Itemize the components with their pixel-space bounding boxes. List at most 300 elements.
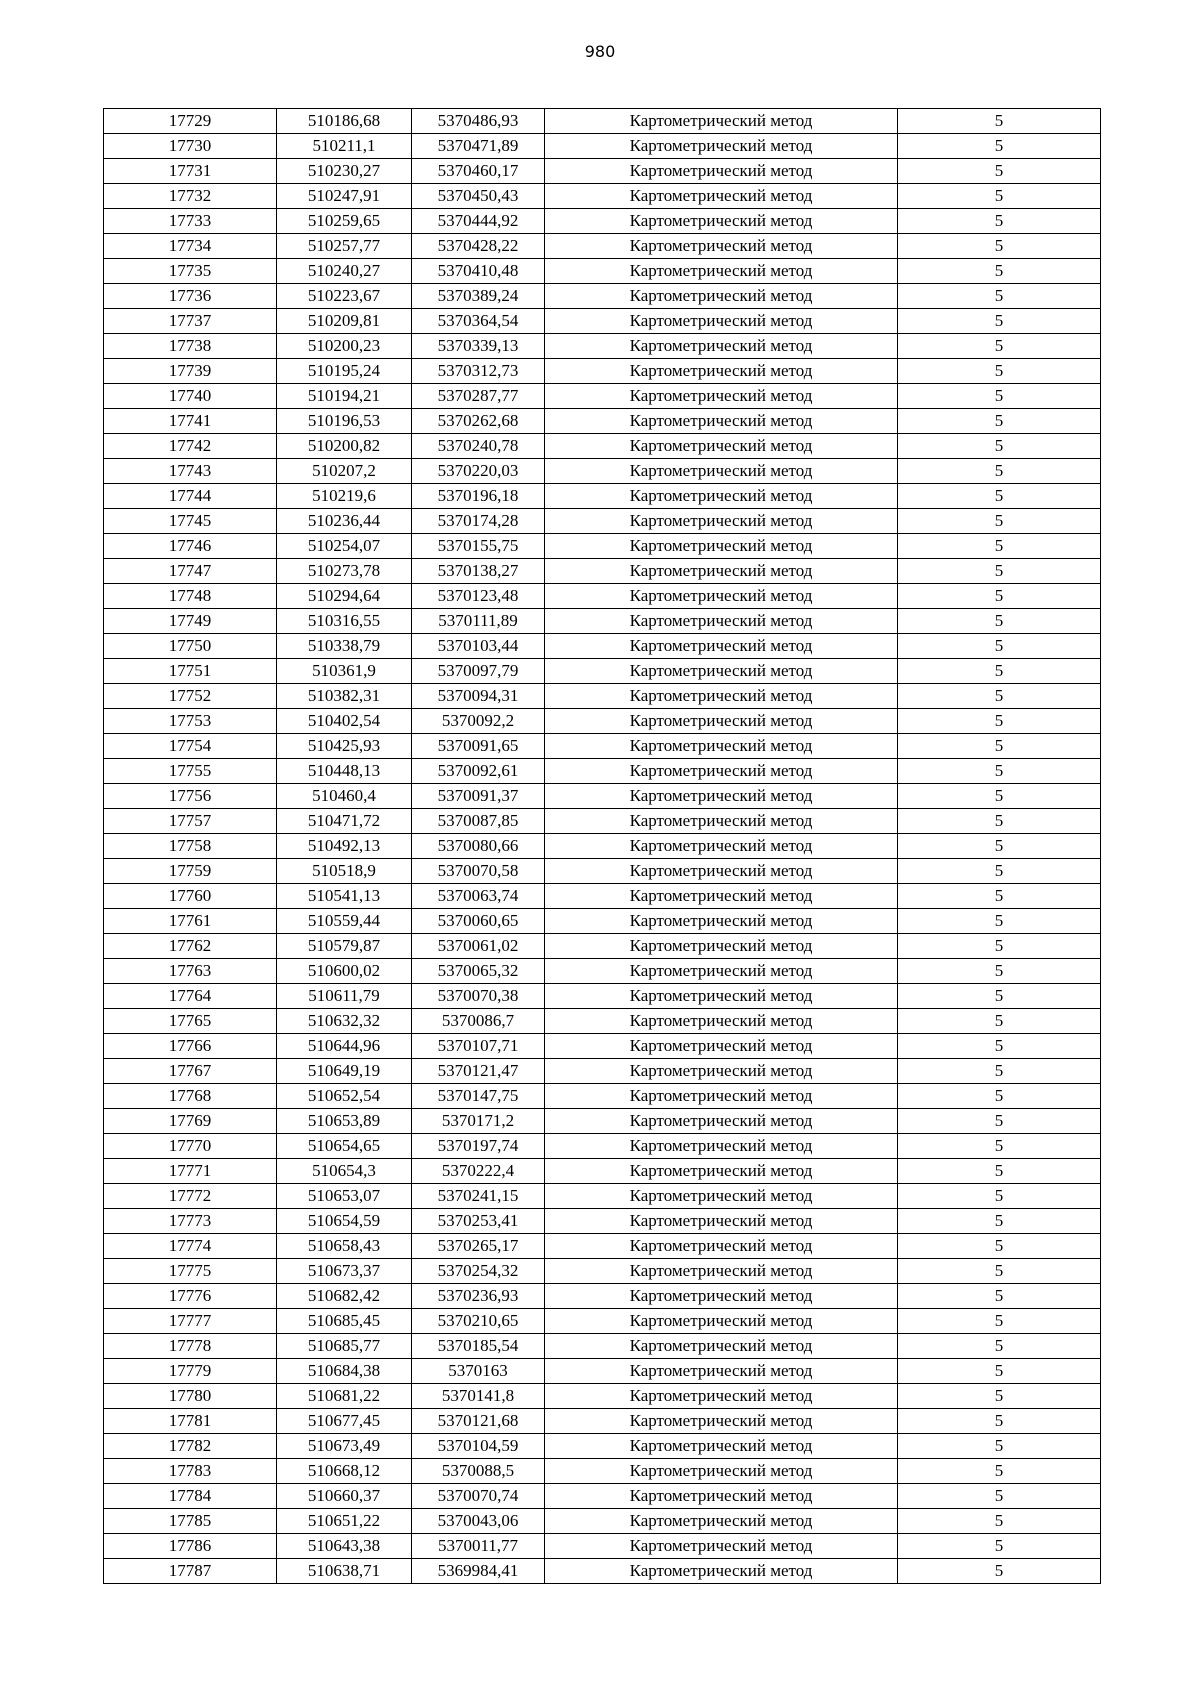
- point-number-cell: 17739: [104, 359, 277, 384]
- accuracy-cell: 5: [898, 584, 1101, 609]
- x-coordinate-cell: 510632,32: [277, 1009, 412, 1034]
- point-number-cell: 17754: [104, 734, 277, 759]
- y-coordinate-cell: 5370410,48: [412, 259, 545, 284]
- accuracy-cell: 5: [898, 884, 1101, 909]
- table-row: [104, 1409, 1101, 1434]
- accuracy-cell: 5: [898, 309, 1101, 334]
- y-coordinate-cell: 5370092,2: [412, 709, 545, 734]
- coordinates-table-body: [104, 109, 1101, 1584]
- x-coordinate-cell: 510186,68: [277, 109, 412, 134]
- x-coordinate-cell: 510654,59: [277, 1209, 412, 1234]
- method-cell: Картометрический метод: [545, 1409, 898, 1434]
- method-cell: Картометрический метод: [545, 709, 898, 734]
- x-coordinate-cell: 510402,54: [277, 709, 412, 734]
- point-number-cell: 17730: [104, 134, 277, 159]
- method-cell: Картометрический метод: [545, 1384, 898, 1409]
- coordinates-table: [103, 108, 1101, 1584]
- y-coordinate-cell: 5370011,77: [412, 1534, 545, 1559]
- table-row: [104, 484, 1101, 509]
- accuracy-cell: 5: [898, 484, 1101, 509]
- point-number-cell: 17785: [104, 1509, 277, 1534]
- y-coordinate-cell: 5370265,17: [412, 1234, 545, 1259]
- y-coordinate-cell: 5370240,78: [412, 434, 545, 459]
- table-row: [104, 1184, 1101, 1209]
- x-coordinate-cell: 510518,9: [277, 859, 412, 884]
- accuracy-cell: 5: [898, 634, 1101, 659]
- point-number-cell: 17729: [104, 109, 277, 134]
- table-row: [104, 209, 1101, 234]
- method-cell: Картометрический метод: [545, 1084, 898, 1109]
- method-cell: Картометрический метод: [545, 134, 898, 159]
- accuracy-cell: 5: [898, 834, 1101, 859]
- method-cell: Картометрический метод: [545, 434, 898, 459]
- x-coordinate-cell: 510579,87: [277, 934, 412, 959]
- x-coordinate-cell: 510638,71: [277, 1559, 412, 1584]
- table-row: [104, 1284, 1101, 1309]
- point-number-cell: 17774: [104, 1234, 277, 1259]
- table-row: [104, 284, 1101, 309]
- y-coordinate-cell: 5370061,02: [412, 934, 545, 959]
- table-row: [104, 984, 1101, 1009]
- x-coordinate-cell: 510230,27: [277, 159, 412, 184]
- accuracy-cell: 5: [898, 1159, 1101, 1184]
- y-coordinate-cell: 5370094,31: [412, 684, 545, 709]
- method-cell: Картометрический метод: [545, 1459, 898, 1484]
- x-coordinate-cell: 510559,44: [277, 909, 412, 934]
- x-coordinate-cell: 510611,79: [277, 984, 412, 1009]
- table-row: [104, 1109, 1101, 1134]
- x-coordinate-cell: 510254,07: [277, 534, 412, 559]
- method-cell: Картометрический метод: [545, 109, 898, 134]
- accuracy-cell: 5: [898, 1434, 1101, 1459]
- point-number-cell: 17777: [104, 1309, 277, 1334]
- x-coordinate-cell: 510361,9: [277, 659, 412, 684]
- accuracy-cell: 5: [898, 984, 1101, 1009]
- y-coordinate-cell: 5370163: [412, 1359, 545, 1384]
- method-cell: Картометрический метод: [545, 1109, 898, 1134]
- accuracy-cell: 5: [898, 1034, 1101, 1059]
- y-coordinate-cell: 5370104,59: [412, 1434, 545, 1459]
- table-row: [104, 1334, 1101, 1359]
- table-row: [104, 1359, 1101, 1384]
- accuracy-cell: 5: [898, 459, 1101, 484]
- x-coordinate-cell: 510643,38: [277, 1534, 412, 1559]
- point-number-cell: 17783: [104, 1459, 277, 1484]
- accuracy-cell: 5: [898, 159, 1101, 184]
- point-number-cell: 17736: [104, 284, 277, 309]
- method-cell: Картометрический метод: [545, 684, 898, 709]
- point-number-cell: 17742: [104, 434, 277, 459]
- accuracy-cell: 5: [898, 1559, 1101, 1584]
- method-cell: Картометрический метод: [545, 334, 898, 359]
- method-cell: Картометрический метод: [545, 959, 898, 984]
- y-coordinate-cell: 5370063,74: [412, 884, 545, 909]
- accuracy-cell: 5: [898, 234, 1101, 259]
- accuracy-cell: 5: [898, 1184, 1101, 1209]
- accuracy-cell: 5: [898, 209, 1101, 234]
- table-row: [104, 309, 1101, 334]
- accuracy-cell: 5: [898, 709, 1101, 734]
- point-number-cell: 17778: [104, 1334, 277, 1359]
- x-coordinate-cell: 510194,21: [277, 384, 412, 409]
- table-row: [104, 1084, 1101, 1109]
- y-coordinate-cell: 5370060,65: [412, 909, 545, 934]
- y-coordinate-cell: 5370123,48: [412, 584, 545, 609]
- y-coordinate-cell: 5370103,44: [412, 634, 545, 659]
- x-coordinate-cell: 510196,53: [277, 409, 412, 434]
- table-row: [104, 534, 1101, 559]
- page-number: 980: [584, 42, 616, 61]
- point-number-cell: 17761: [104, 909, 277, 934]
- x-coordinate-cell: 510316,55: [277, 609, 412, 634]
- y-coordinate-cell: 5370450,43: [412, 184, 545, 209]
- point-number-cell: 17741: [104, 409, 277, 434]
- point-number-cell: 17771: [104, 1159, 277, 1184]
- accuracy-cell: 5: [898, 384, 1101, 409]
- accuracy-cell: 5: [898, 609, 1101, 634]
- table-row: [104, 1384, 1101, 1409]
- x-coordinate-cell: 510257,77: [277, 234, 412, 259]
- method-cell: Картометрический метод: [545, 909, 898, 934]
- point-number-cell: 17733: [104, 209, 277, 234]
- x-coordinate-cell: 510209,81: [277, 309, 412, 334]
- table-row: [104, 659, 1101, 684]
- method-cell: Картометрический метод: [545, 309, 898, 334]
- method-cell: Картометрический метод: [545, 834, 898, 859]
- method-cell: Картометрический метод: [545, 209, 898, 234]
- table-row: [104, 809, 1101, 834]
- accuracy-cell: 5: [898, 934, 1101, 959]
- accuracy-cell: 5: [898, 134, 1101, 159]
- table-row: [104, 559, 1101, 584]
- table-row: [104, 1034, 1101, 1059]
- y-coordinate-cell: 5370196,18: [412, 484, 545, 509]
- method-cell: Картометрический метод: [545, 1059, 898, 1084]
- table-row: [104, 709, 1101, 734]
- method-cell: Картометрический метод: [545, 659, 898, 684]
- x-coordinate-cell: 510673,37: [277, 1259, 412, 1284]
- accuracy-cell: 5: [898, 109, 1101, 134]
- x-coordinate-cell: 510682,42: [277, 1284, 412, 1309]
- method-cell: Картометрический метод: [545, 559, 898, 584]
- table-row: [104, 884, 1101, 909]
- x-coordinate-cell: 510259,65: [277, 209, 412, 234]
- table-row: [104, 1009, 1101, 1034]
- y-coordinate-cell: 5370097,79: [412, 659, 545, 684]
- accuracy-cell: 5: [898, 1484, 1101, 1509]
- point-number-cell: 17775: [104, 1259, 277, 1284]
- y-coordinate-cell: 5370389,24: [412, 284, 545, 309]
- point-number-cell: 17749: [104, 609, 277, 634]
- point-number-cell: 17746: [104, 534, 277, 559]
- x-coordinate-cell: 510448,13: [277, 759, 412, 784]
- method-cell: Картометрический метод: [545, 1309, 898, 1334]
- method-cell: Картометрический метод: [545, 234, 898, 259]
- method-cell: Картометрический метод: [545, 159, 898, 184]
- x-coordinate-cell: 510644,96: [277, 1034, 412, 1059]
- table-row: [104, 134, 1101, 159]
- point-number-cell: 17756: [104, 784, 277, 809]
- y-coordinate-cell: 5370262,68: [412, 409, 545, 434]
- y-coordinate-cell: 5370241,15: [412, 1184, 545, 1209]
- point-number-cell: 17752: [104, 684, 277, 709]
- y-coordinate-cell: 5370287,77: [412, 384, 545, 409]
- y-coordinate-cell: 5370086,7: [412, 1009, 545, 1034]
- accuracy-cell: 5: [898, 434, 1101, 459]
- accuracy-cell: 5: [898, 1209, 1101, 1234]
- point-number-cell: 17757: [104, 809, 277, 834]
- accuracy-cell: 5: [898, 1234, 1101, 1259]
- table-row: [104, 609, 1101, 634]
- table-row: [104, 234, 1101, 259]
- y-coordinate-cell: 5370121,68: [412, 1409, 545, 1434]
- method-cell: Картометрический метод: [545, 609, 898, 634]
- y-coordinate-cell: 5370141,8: [412, 1384, 545, 1409]
- y-coordinate-cell: 5370087,85: [412, 809, 545, 834]
- y-coordinate-cell: 5370080,66: [412, 834, 545, 859]
- method-cell: Картометрический метод: [545, 1009, 898, 1034]
- point-number-cell: 17731: [104, 159, 277, 184]
- table-row: [104, 1134, 1101, 1159]
- y-coordinate-cell: 5370197,74: [412, 1134, 545, 1159]
- table-row: [104, 759, 1101, 784]
- x-coordinate-cell: 510600,02: [277, 959, 412, 984]
- accuracy-cell: 5: [898, 734, 1101, 759]
- point-number-cell: 17762: [104, 934, 277, 959]
- method-cell: Картометрический метод: [545, 359, 898, 384]
- accuracy-cell: 5: [898, 1534, 1101, 1559]
- y-coordinate-cell: 5370091,65: [412, 734, 545, 759]
- point-number-cell: 17760: [104, 884, 277, 909]
- point-number-cell: 17751: [104, 659, 277, 684]
- accuracy-cell: 5: [898, 784, 1101, 809]
- point-number-cell: 17780: [104, 1384, 277, 1409]
- x-coordinate-cell: 510668,12: [277, 1459, 412, 1484]
- accuracy-cell: 5: [898, 1409, 1101, 1434]
- method-cell: Картометрический метод: [545, 1184, 898, 1209]
- y-coordinate-cell: 5370065,32: [412, 959, 545, 984]
- y-coordinate-cell: 5370236,93: [412, 1284, 545, 1309]
- accuracy-cell: 5: [898, 1059, 1101, 1084]
- accuracy-cell: 5: [898, 1359, 1101, 1384]
- x-coordinate-cell: 510236,44: [277, 509, 412, 534]
- method-cell: Картометрический метод: [545, 259, 898, 284]
- point-number-cell: 17787: [104, 1559, 277, 1584]
- table-row: [104, 1309, 1101, 1334]
- accuracy-cell: 5: [898, 1509, 1101, 1534]
- x-coordinate-cell: 510658,43: [277, 1234, 412, 1259]
- accuracy-cell: 5: [898, 184, 1101, 209]
- y-coordinate-cell: 5370092,61: [412, 759, 545, 784]
- table-row: [104, 1259, 1101, 1284]
- point-number-cell: 17770: [104, 1134, 277, 1159]
- table-row: [104, 859, 1101, 884]
- method-cell: Картометрический метод: [545, 1034, 898, 1059]
- method-cell: Картометрический метод: [545, 934, 898, 959]
- method-cell: Картометрический метод: [545, 984, 898, 1009]
- point-number-cell: 17772: [104, 1184, 277, 1209]
- x-coordinate-cell: 510425,93: [277, 734, 412, 759]
- method-cell: Картометрический метод: [545, 1259, 898, 1284]
- x-coordinate-cell: 510294,64: [277, 584, 412, 609]
- table-row: [104, 159, 1101, 184]
- accuracy-cell: 5: [898, 1084, 1101, 1109]
- x-coordinate-cell: 510471,72: [277, 809, 412, 834]
- x-coordinate-cell: 510654,65: [277, 1134, 412, 1159]
- point-number-cell: 17759: [104, 859, 277, 884]
- accuracy-cell: 5: [898, 909, 1101, 934]
- y-coordinate-cell: 5370364,54: [412, 309, 545, 334]
- accuracy-cell: 5: [898, 259, 1101, 284]
- table-row: [104, 1159, 1101, 1184]
- method-cell: Картометрический метод: [545, 859, 898, 884]
- table-row: [104, 1209, 1101, 1234]
- table-row: [104, 1234, 1101, 1259]
- point-number-cell: 17743: [104, 459, 277, 484]
- point-number-cell: 17779: [104, 1359, 277, 1384]
- x-coordinate-cell: 510685,77: [277, 1334, 412, 1359]
- y-coordinate-cell: 5370460,17: [412, 159, 545, 184]
- method-cell: Картометрический метод: [545, 509, 898, 534]
- table-row: [104, 1484, 1101, 1509]
- x-coordinate-cell: 510492,13: [277, 834, 412, 859]
- method-cell: Картометрический метод: [545, 1484, 898, 1509]
- x-coordinate-cell: 510338,79: [277, 634, 412, 659]
- y-coordinate-cell: 5370254,32: [412, 1259, 545, 1284]
- table-row: [104, 734, 1101, 759]
- x-coordinate-cell: 510211,1: [277, 134, 412, 159]
- accuracy-cell: 5: [898, 659, 1101, 684]
- y-coordinate-cell: 5370138,27: [412, 559, 545, 584]
- point-number-cell: 17766: [104, 1034, 277, 1059]
- point-number-cell: 17763: [104, 959, 277, 984]
- point-number-cell: 17735: [104, 259, 277, 284]
- accuracy-cell: 5: [898, 684, 1101, 709]
- x-coordinate-cell: 510653,07: [277, 1184, 412, 1209]
- y-coordinate-cell: 5370070,74: [412, 1484, 545, 1509]
- x-coordinate-cell: 510195,24: [277, 359, 412, 384]
- table-row: [104, 1534, 1101, 1559]
- method-cell: Картометрический метод: [545, 1359, 898, 1384]
- table-row: [104, 259, 1101, 284]
- y-coordinate-cell: 5370428,22: [412, 234, 545, 259]
- method-cell: Картометрический метод: [545, 1534, 898, 1559]
- accuracy-cell: 5: [898, 809, 1101, 834]
- accuracy-cell: 5: [898, 759, 1101, 784]
- accuracy-cell: 5: [898, 1309, 1101, 1334]
- table-row: [104, 359, 1101, 384]
- accuracy-cell: 5: [898, 1109, 1101, 1134]
- x-coordinate-cell: 510649,19: [277, 1059, 412, 1084]
- method-cell: Картометрический метод: [545, 1209, 898, 1234]
- method-cell: Картометрический метод: [545, 634, 898, 659]
- point-number-cell: 17745: [104, 509, 277, 534]
- point-number-cell: 17784: [104, 1484, 277, 1509]
- accuracy-cell: 5: [898, 534, 1101, 559]
- point-number-cell: 17764: [104, 984, 277, 1009]
- x-coordinate-cell: 510673,49: [277, 1434, 412, 1459]
- method-cell: Картометрический метод: [545, 809, 898, 834]
- accuracy-cell: 5: [898, 959, 1101, 984]
- x-coordinate-cell: 510247,91: [277, 184, 412, 209]
- method-cell: Картометрический метод: [545, 734, 898, 759]
- point-number-cell: 17750: [104, 634, 277, 659]
- x-coordinate-cell: 510460,4: [277, 784, 412, 809]
- y-coordinate-cell: 5369984,41: [412, 1559, 545, 1584]
- point-number-cell: 17748: [104, 584, 277, 609]
- point-number-cell: 17769: [104, 1109, 277, 1134]
- table-row: [104, 1509, 1101, 1534]
- table-row: [104, 584, 1101, 609]
- y-coordinate-cell: 5370155,75: [412, 534, 545, 559]
- y-coordinate-cell: 5370088,5: [412, 1459, 545, 1484]
- y-coordinate-cell: 5370253,41: [412, 1209, 545, 1234]
- method-cell: Картометрический метод: [545, 1284, 898, 1309]
- method-cell: Картометрический метод: [545, 759, 898, 784]
- table-row: [104, 634, 1101, 659]
- accuracy-cell: 5: [898, 559, 1101, 584]
- y-coordinate-cell: 5370444,92: [412, 209, 545, 234]
- accuracy-cell: 5: [898, 1459, 1101, 1484]
- x-coordinate-cell: 510651,22: [277, 1509, 412, 1534]
- x-coordinate-cell: 510382,31: [277, 684, 412, 709]
- point-number-cell: 17755: [104, 759, 277, 784]
- x-coordinate-cell: 510653,89: [277, 1109, 412, 1134]
- method-cell: Картометрический метод: [545, 459, 898, 484]
- table-row: [104, 834, 1101, 859]
- table-row: [104, 409, 1101, 434]
- y-coordinate-cell: 5370111,89: [412, 609, 545, 634]
- accuracy-cell: 5: [898, 409, 1101, 434]
- y-coordinate-cell: 5370174,28: [412, 509, 545, 534]
- x-coordinate-cell: 510240,27: [277, 259, 412, 284]
- accuracy-cell: 5: [898, 359, 1101, 384]
- x-coordinate-cell: 510223,67: [277, 284, 412, 309]
- method-cell: Картометрический метод: [545, 409, 898, 434]
- x-coordinate-cell: 510652,54: [277, 1084, 412, 1109]
- x-coordinate-cell: 510200,82: [277, 434, 412, 459]
- y-coordinate-cell: 5370070,38: [412, 984, 545, 1009]
- method-cell: Картометрический метод: [545, 1134, 898, 1159]
- method-cell: Картометрический метод: [545, 784, 898, 809]
- y-coordinate-cell: 5370147,75: [412, 1084, 545, 1109]
- point-number-cell: 17781: [104, 1409, 277, 1434]
- accuracy-cell: 5: [898, 1009, 1101, 1034]
- x-coordinate-cell: 510685,45: [277, 1309, 412, 1334]
- method-cell: Картометрический метод: [545, 1559, 898, 1584]
- table-row: [104, 184, 1101, 209]
- point-number-cell: 17768: [104, 1084, 277, 1109]
- accuracy-cell: 5: [898, 334, 1101, 359]
- accuracy-cell: 5: [898, 859, 1101, 884]
- table-row: [104, 909, 1101, 934]
- point-number-cell: 17765: [104, 1009, 277, 1034]
- y-coordinate-cell: 5370091,37: [412, 784, 545, 809]
- x-coordinate-cell: 510681,22: [277, 1384, 412, 1409]
- method-cell: Картометрический метод: [545, 1159, 898, 1184]
- table-row: [104, 509, 1101, 534]
- point-number-cell: 17740: [104, 384, 277, 409]
- accuracy-cell: 5: [898, 1134, 1101, 1159]
- accuracy-cell: 5: [898, 1259, 1101, 1284]
- y-coordinate-cell: 5370210,65: [412, 1309, 545, 1334]
- table-row: [104, 1059, 1101, 1084]
- point-number-cell: 17753: [104, 709, 277, 734]
- x-coordinate-cell: 510654,3: [277, 1159, 412, 1184]
- x-coordinate-cell: 510219,6: [277, 484, 412, 509]
- y-coordinate-cell: 5370185,54: [412, 1334, 545, 1359]
- table-row: [104, 109, 1101, 134]
